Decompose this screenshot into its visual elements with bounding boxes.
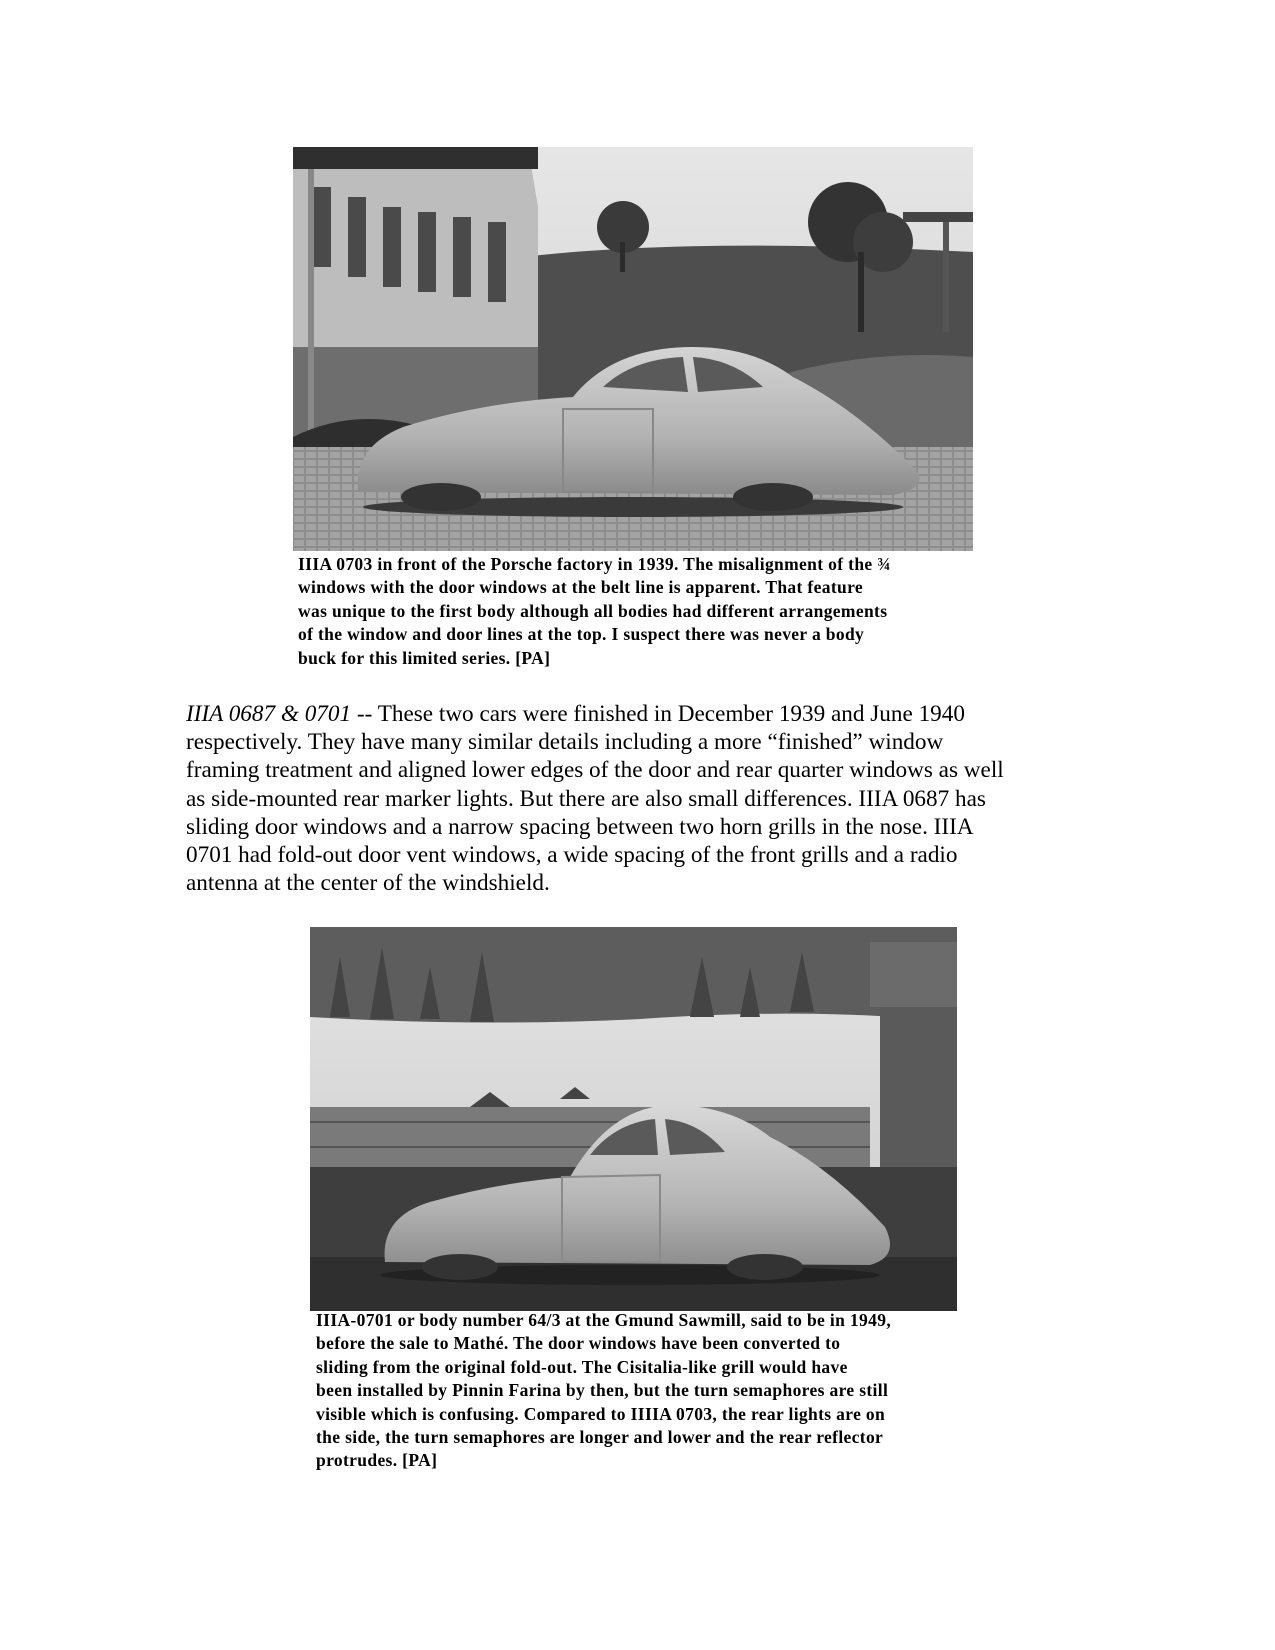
caption-line: visible which is confusing. Compared to IIIIA 0703, the rear lights are on [316,1403,886,1424]
caption-line: of the window and door lines at the top. I suspect there was never a body [298,624,865,645]
caption-line: before the sale to Mathé. The door windows have been converted to [316,1333,841,1354]
caption-line: the side, the turn semaphores are longer and lower and the rear reflector [316,1427,884,1448]
photo-sawmill-car [310,927,957,1311]
figure-caption-1 [298,553,998,670]
photo-factory-car [293,147,973,551]
paragraph-line: as side-mounted rear marker lights. But there are also small differences. IIIA 0687 has [186,785,986,812]
paragraph-lead-italic: IIIA 0687 & 0701 [186,701,352,727]
paragraph-line: respectively. They have many similar details including a more “finished” window [186,729,944,756]
caption-line: IIIA-0701 or body number 64/3 at the Gmund Sawmill, said to be in 1949, [316,1310,892,1330]
figure-caption-2 [316,1309,1016,1473]
paragraph-line: antenna at the center of the windshield. [186,870,550,897]
photo-sawmill-car-image [310,927,957,1311]
caption-line: IIIA 0703 in front of the Porsche factory in 1939. The misalignment of the ¾ [298,554,891,574]
paragraph-line: 0701 had fold-out door vent windows, a wide spacing of the front grills and a radio [186,842,958,869]
caption-line: windows with the door windows at the belt line is apparent. That feature [298,577,863,598]
photo-factory-car-image [293,147,973,551]
paragraph-line: sliding door windows and a narrow spacing between two horn grills in the nose. IIIA [186,813,974,840]
caption-line: protrudes. [PA] [316,1450,438,1471]
body-paragraph [186,700,1076,897]
caption-line: buck for this limited series. [PA] [298,647,551,668]
paragraph-line [186,700,1076,728]
caption-line: sliding from the original fold-out. The Cisitalia-like grill would have [316,1356,848,1377]
caption-line: been installed by Pinnin Farina by then, but the turn semaphores are still [316,1380,889,1401]
paragraph-line-rest: -- These two cars were finished in December 1939 and June 1940 [351,701,965,727]
caption-line: was unique to the first body although all bodies had different arrangements [298,600,888,621]
paragraph-line: framing treatment and aligned lower edges of the door and rear quarter windows as well [186,757,1004,784]
